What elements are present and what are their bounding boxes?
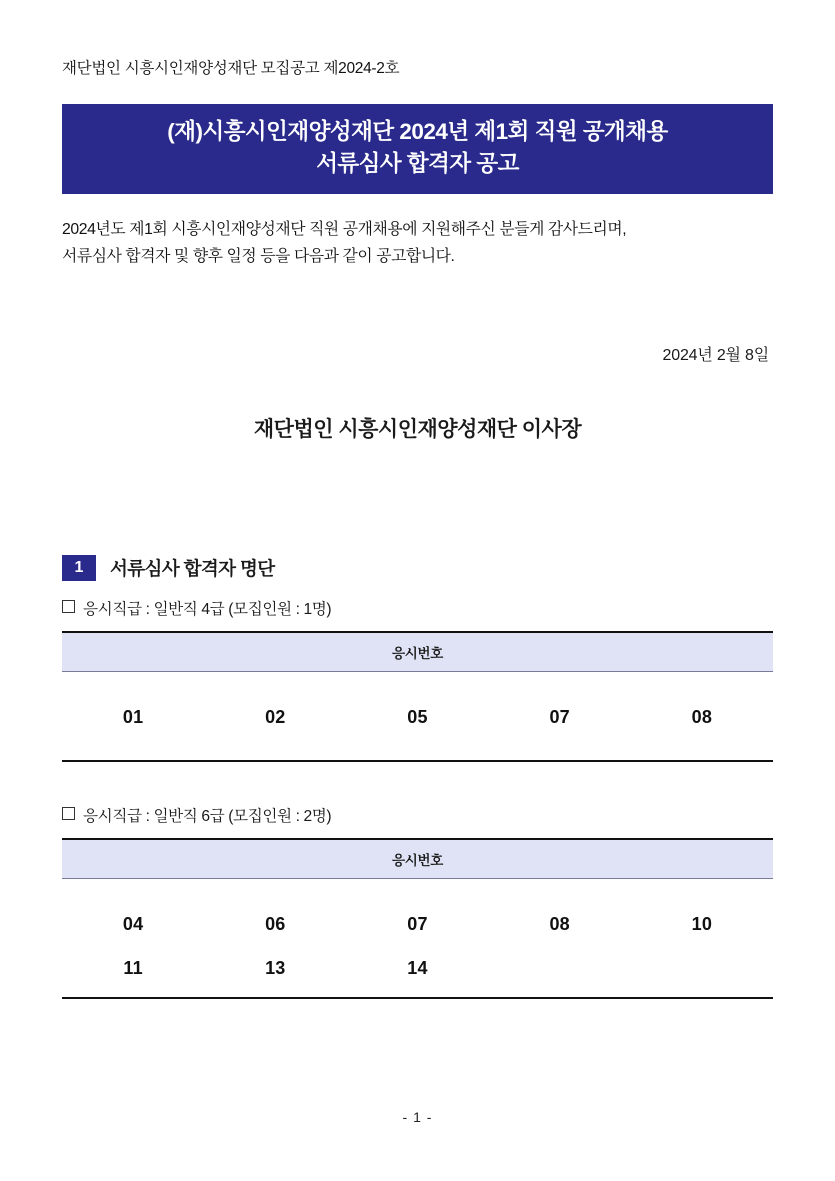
exam-number-cell: 05 [346, 672, 488, 762]
section-spacer [62, 762, 773, 788]
exam-number-cell [489, 946, 631, 998]
group-label-text: 응시직급 : 일반직 6급 (모집인원 : 2명) [83, 808, 332, 826]
square-bullet-icon [62, 807, 75, 820]
table-row [62, 672, 773, 762]
title-line-1: (재)시흥시인재양성재단 2024년 제1회 직원 공개채용 [167, 119, 668, 144]
section-heading [62, 555, 773, 581]
document-title-banner [62, 104, 773, 194]
exam-number-cell: 08 [549, 913, 570, 934]
column-header-exam-number: 응시번호 [62, 839, 773, 879]
table-row [62, 946, 773, 998]
column-header-exam-number: 응시번호 [62, 632, 773, 672]
table-header-row [62, 839, 773, 879]
intro-paragraph [62, 216, 773, 270]
exam-number-cell: 04 [122, 913, 144, 934]
issuing-organization: 재단법인 시흥시인재양성재단 이사장 [253, 418, 582, 442]
square-bullet-icon [62, 600, 75, 613]
exam-number-cell: 08 [631, 672, 773, 762]
exam-number-cell [631, 946, 773, 998]
document-reference: 재단법인 시흥시인재양성재단 모집공고 제2024-2호 [62, 60, 400, 77]
group-label-grade6 [62, 804, 773, 826]
intro-line-1: 2024년도 제1회 시흥시인재양성재단 직원 공개채용에 지원해주신 분들게 감사드리며, [62, 220, 627, 238]
page-number: - 1 - [402, 1109, 433, 1125]
section-number-badge: 1 [62, 555, 96, 581]
exam-number-cell: 07 [489, 672, 631, 762]
intro-line-2: 서류심사 합격자 및 향후 일정 등을 다음과 같이 공고합니다. [62, 248, 455, 266]
title-line-2: 서류심사 합격자 공고 [316, 150, 519, 176]
passer-table-grade4 [62, 631, 773, 762]
exam-number-cell: 02 [204, 672, 346, 762]
exam-number-cell: 01 [62, 672, 204, 762]
exam-number-cell: 10 [691, 913, 713, 934]
exam-number-cell: 06 [265, 913, 286, 934]
group-label-grade4 [62, 597, 773, 619]
section-title: 서류심사 합격자 명단 [110, 558, 275, 580]
exam-number-cell: 11 [62, 946, 204, 998]
announcement-date: 2024년 2월 8일 [662, 347, 769, 365]
table-row [62, 879, 773, 947]
exam-number-cell: 13 [204, 946, 346, 998]
table-header-row [62, 632, 773, 672]
passer-table-grade6 [62, 838, 773, 999]
exam-number-cell: 14 [346, 946, 488, 998]
exam-number-cell: 07 [407, 913, 428, 934]
group-label-text: 응시직급 : 일반직 4급 (모집인원 : 1명) [83, 601, 332, 619]
